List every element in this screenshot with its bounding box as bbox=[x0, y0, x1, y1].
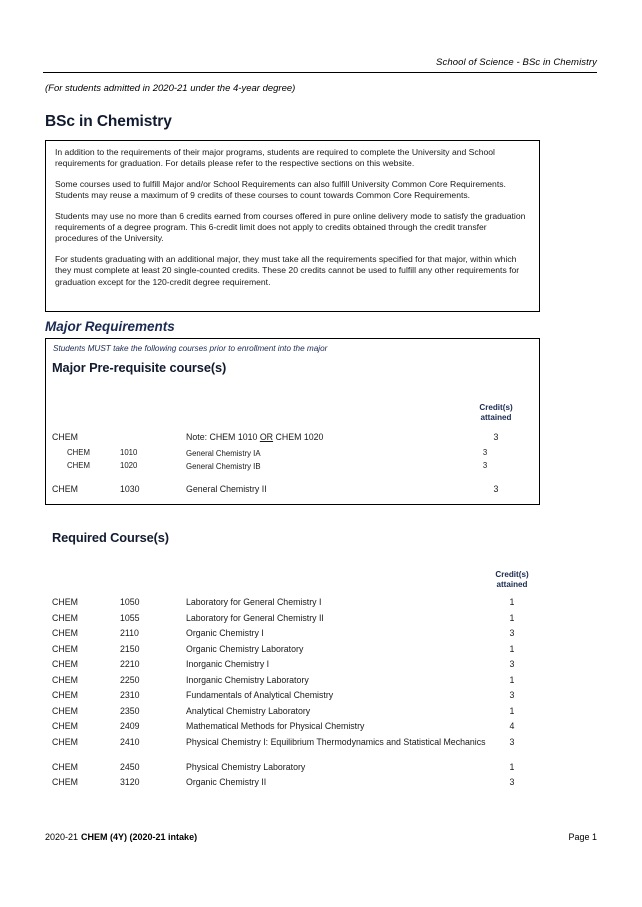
course-credit: 1 bbox=[509, 643, 515, 654]
intro-requirements-box bbox=[45, 140, 540, 312]
course-credit: 4 bbox=[509, 721, 515, 731]
required-credit-column-header bbox=[472, 570, 552, 590]
course-code: 1030 bbox=[120, 484, 140, 494]
course-credit: 3 bbox=[493, 432, 499, 442]
credit-header-line1: Credit(s) bbox=[479, 403, 513, 412]
credit-header-line2: attained bbox=[480, 413, 512, 423]
course-credit: 3 bbox=[509, 659, 515, 669]
admission-note: (For students admitted in 2020-21 under the 4-year degree) bbox=[45, 83, 296, 94]
course-credit: 3 bbox=[493, 484, 499, 494]
course-code: 2110 bbox=[120, 628, 139, 638]
intro-paragraph: For students graduating with an additional major, they must take all the requirements specified for that major, within which they must complete at least 20 single-counted credits. These 20 credits cannot be used to fulfill any other requirements for graduation except for the 120-credit degree requirement. bbox=[55, 253, 520, 287]
course-note-or: OR bbox=[259, 432, 274, 442]
header-divider bbox=[43, 72, 597, 73]
course-subject: CHEM bbox=[52, 628, 78, 638]
course-credit: 3 bbox=[482, 461, 488, 470]
course-code: 2150 bbox=[120, 643, 140, 654]
prerequisite-heading: Major Pre-requisite course(s) bbox=[52, 360, 227, 375]
course-title: Physical Chemistry Laboratory bbox=[186, 761, 306, 772]
required-courses-heading: Required Course(s) bbox=[52, 530, 169, 545]
course-title: Note: CHEM 1010 OR CHEM 1020 bbox=[186, 432, 324, 442]
running-header: School of Science - BSc in Chemistry bbox=[436, 57, 597, 68]
course-credit: 3 bbox=[509, 628, 515, 638]
credit-header-line1: Credit(s) bbox=[495, 570, 529, 579]
course-credit: 3 bbox=[482, 448, 488, 457]
course-title: Analytical Chemistry Laboratory bbox=[186, 705, 311, 716]
footer-year: 2020-21 bbox=[45, 832, 79, 842]
footer-page-number: Page 1 bbox=[568, 832, 597, 842]
course-credit: 3 bbox=[509, 736, 515, 747]
course-code: 2410 bbox=[120, 736, 140, 747]
course-subject: CHEM bbox=[52, 705, 78, 716]
course-code: 1010 bbox=[120, 448, 138, 457]
footer-program-label bbox=[45, 832, 197, 842]
course-code: 1050 bbox=[120, 597, 140, 607]
course-title: General Chemistry IB bbox=[186, 462, 261, 471]
course-subject: CHEM bbox=[52, 761, 78, 772]
credit-header-line2: attained bbox=[496, 580, 528, 590]
course-credit: 3 bbox=[509, 690, 515, 700]
course-subject: CHEM bbox=[52, 484, 78, 494]
course-credit: 1 bbox=[509, 612, 515, 623]
course-subject: CHEM bbox=[52, 659, 78, 669]
prerequisite-note: Students MUST take the following courses prior to enrollment into the major bbox=[53, 344, 328, 353]
course-code: 1020 bbox=[120, 461, 138, 470]
course-title: Organic Chemistry II bbox=[186, 777, 267, 787]
course-subject: CHEM bbox=[52, 721, 78, 731]
intro-paragraph: Some courses used to fulfill Major and/or School Requirements can also fulfill University Common Core Requirements. Students may reuse a maximum of 9 credits of these courses to count towards Common Core Requirements. bbox=[55, 178, 506, 201]
course-credit: 1 bbox=[509, 705, 515, 716]
course-code: 2450 bbox=[120, 761, 140, 772]
course-subject: CHEM bbox=[52, 612, 78, 623]
section-heading-major-requirements: Major Requirements bbox=[45, 319, 175, 334]
course-subject: CHEM bbox=[52, 643, 78, 654]
course-title: Mathematical Methods for Physical Chemistry bbox=[186, 721, 365, 731]
course-credit: 1 bbox=[509, 761, 515, 772]
course-title: Inorganic Chemistry Laboratory bbox=[186, 674, 309, 685]
course-title: Organic Chemistry I bbox=[186, 628, 264, 638]
course-subject: CHEM bbox=[67, 448, 90, 457]
course-subject: CHEM bbox=[52, 736, 78, 747]
course-subject: CHEM bbox=[52, 674, 78, 685]
footer-program-code: CHEM (4Y) (2020-21 intake) bbox=[81, 832, 198, 842]
course-credit: 3 bbox=[509, 777, 515, 787]
course-title: Physical Chemistry I: Equilibrium Thermodynamics and Statistical Mechanics bbox=[186, 736, 486, 747]
course-subject: CHEM bbox=[52, 597, 78, 607]
course-code: 2250 bbox=[120, 674, 140, 685]
prerequisite-credit-column-header bbox=[456, 403, 536, 423]
course-title: General Chemistry II bbox=[186, 484, 267, 494]
course-code: 2210 bbox=[120, 659, 140, 669]
course-subject: CHEM bbox=[52, 432, 78, 442]
course-subject: CHEM bbox=[52, 690, 78, 700]
course-subject: CHEM bbox=[67, 461, 90, 470]
course-title: General Chemistry IA bbox=[186, 449, 261, 458]
course-subject: CHEM bbox=[52, 777, 78, 787]
course-code: 2350 bbox=[120, 705, 140, 716]
course-code: 1055 bbox=[120, 612, 140, 623]
course-title: Organic Chemistry Laboratory bbox=[186, 643, 304, 654]
course-title: Fundamentals of Analytical Chemistry bbox=[186, 690, 334, 700]
course-credit: 1 bbox=[509, 597, 515, 607]
intro-paragraph: In addition to the requirements of their major programs, students are required to complete the University and School requirements for graduation. For details please refer to the respective sections on this website. bbox=[55, 147, 495, 169]
course-title: Inorganic Chemistry I bbox=[186, 659, 270, 669]
course-credit: 1 bbox=[509, 674, 515, 685]
course-code: 2409 bbox=[120, 721, 140, 731]
course-code: 3120 bbox=[120, 777, 140, 787]
course-title: Laboratory for General Chemistry I bbox=[186, 597, 322, 607]
intro-paragraph: Students may use no more than 6 credits earned from courses offered in pure online delivery mode to satisfy the graduation requirements of a degree program. This 6-credit limit does not apply to credits obtained through the credit transfer procedures of the University. bbox=[55, 210, 526, 244]
course-code: 2310 bbox=[120, 690, 140, 700]
course-title: Laboratory for General Chemistry II bbox=[186, 612, 324, 623]
page-title: BSc in Chemistry bbox=[45, 113, 172, 130]
